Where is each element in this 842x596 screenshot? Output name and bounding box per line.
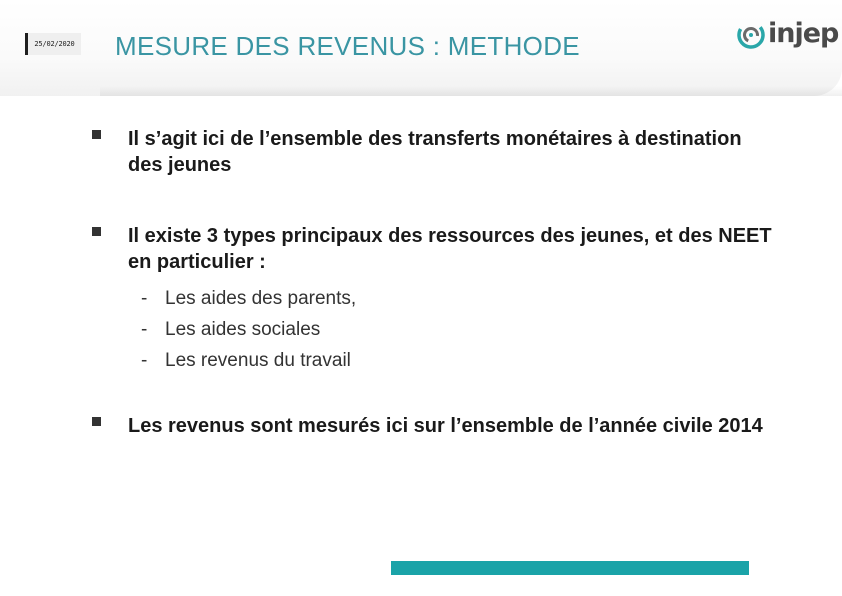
date-block	[25, 33, 99, 55]
sub-item-text: Les revenus du travail	[165, 349, 351, 371]
sub-list-item	[141, 283, 356, 314]
square-bullet-icon	[92, 227, 101, 236]
bullet-text: Il existe 3 types principaux des ressources des jeunes, et des NEET en particulier :	[128, 225, 772, 273]
bullet-text: Il s’agit ici de l’ensemble des transferts monétaires à destination des jeunes	[128, 128, 742, 176]
footer-accent-bar	[391, 561, 749, 575]
logo-text: injep	[768, 17, 839, 49]
header-shadow	[100, 86, 842, 96]
sub-list-item	[141, 345, 356, 376]
bullet-item-1	[92, 126, 772, 178]
slide-date: 25/02/2020	[28, 33, 81, 55]
dash-bullet: -	[141, 287, 148, 309]
square-bullet-icon	[92, 130, 101, 139]
logo-swirl-icon	[736, 20, 766, 50]
slide-title: MESURE DES REVENUS : METHODE	[115, 31, 580, 61]
sub-list	[141, 283, 356, 376]
bullet-item-3	[92, 413, 772, 439]
injep-logo	[736, 18, 838, 52]
bullet-text: Les revenus sont mesurés ici sur l’ensemble de l’année civile 2014	[128, 415, 763, 437]
sub-list-item	[141, 314, 356, 345]
dash-bullet: -	[141, 318, 148, 340]
square-bullet-icon	[92, 417, 101, 426]
bullet-item-2	[92, 223, 772, 275]
sub-item-text: Les aides des parents,	[165, 287, 357, 309]
dash-bullet: -	[141, 349, 148, 371]
sub-item-text: Les aides sociales	[165, 318, 321, 340]
